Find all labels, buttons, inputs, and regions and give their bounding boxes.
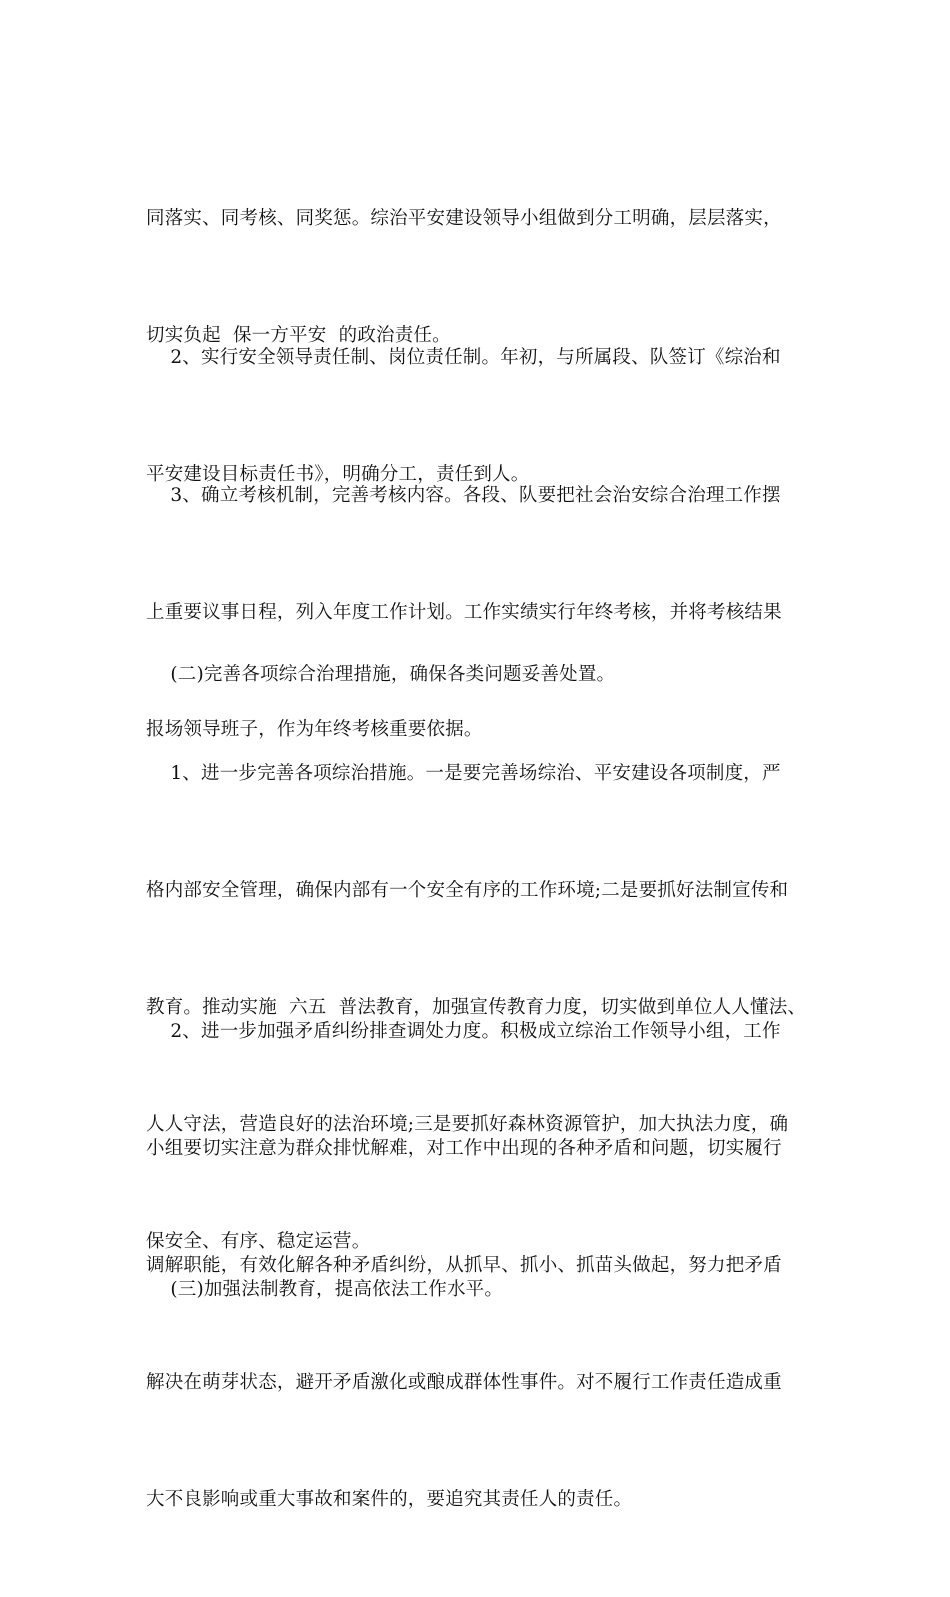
text-line: 报场领导班子，作为年终考核重要依据。	[146, 719, 483, 740]
text-line: 大不良影响或重大事故和案件的，要追究其责任人的责任。	[146, 1489, 633, 1510]
text-line: 调解职能，有效化解各种矛盾纠纷，从抓早、抓小、抓苗头做起，努力把矛盾	[146, 1255, 782, 1276]
text-line: 同落实、同考核、同奖惩。综治平安建设领导小组做到分工明确，层层落实，	[146, 208, 782, 229]
section-heading	[146, 1192, 810, 1387]
text-line: 教育。推动实施 六五 普法教育，加强宣传教育力度，切实做到单位人人懂法、	[146, 997, 807, 1018]
text-line: 2、进一步加强矛盾纠纷排查调处力度。积极成立综治工作领导小组，工作	[146, 1021, 781, 1042]
text-line: 解决在萌芽状态，避开矛盾激化或酿成群体性事件。对不履行工作责任造成重	[146, 1372, 782, 1393]
text-line: 上重要议事日程，列入年度工作计划。工作实绩实行年终考核，并将考核结果	[146, 602, 782, 623]
text-line: 保安全、有序、稳定运营。	[146, 1231, 371, 1252]
text-line: 小组要切实注意为群众排忧解难，对工作中出现的各种矛盾和问题，切实履行	[146, 1138, 782, 1159]
text-line: 1、进一步完善各项综治措施。一是要完善场综治、平安建设各项制度，严	[146, 763, 781, 784]
text-line: 人人守法，营造良好的法治环境;三是要抓好森林资源管护，加大执法力度，确	[146, 1114, 789, 1135]
text-line: 3、确立考核机制，完善考核内容。各段、队要把社会治安综合治理工作摆	[146, 485, 781, 506]
text-line: (三)加强法制教育，提高依法工作水平。	[146, 1279, 504, 1300]
text-line: 格内部安全管理，确保内部有一个安全有序的工作环境;二是要抓好法制宣传和	[146, 880, 789, 901]
text-line: 切实负起 保一方平安 的政治责任。	[146, 325, 451, 346]
text-line: 2、实行安全领导责任制、岗位责任制。年初，与所属段、队签订《综治和	[146, 347, 781, 368]
text-line: (二)完善各项综合治理措施，确保各类问题妥善处置。	[146, 664, 616, 685]
text-line: 平安建设目标责任书》，明确分工，责任到人。	[146, 464, 530, 485]
